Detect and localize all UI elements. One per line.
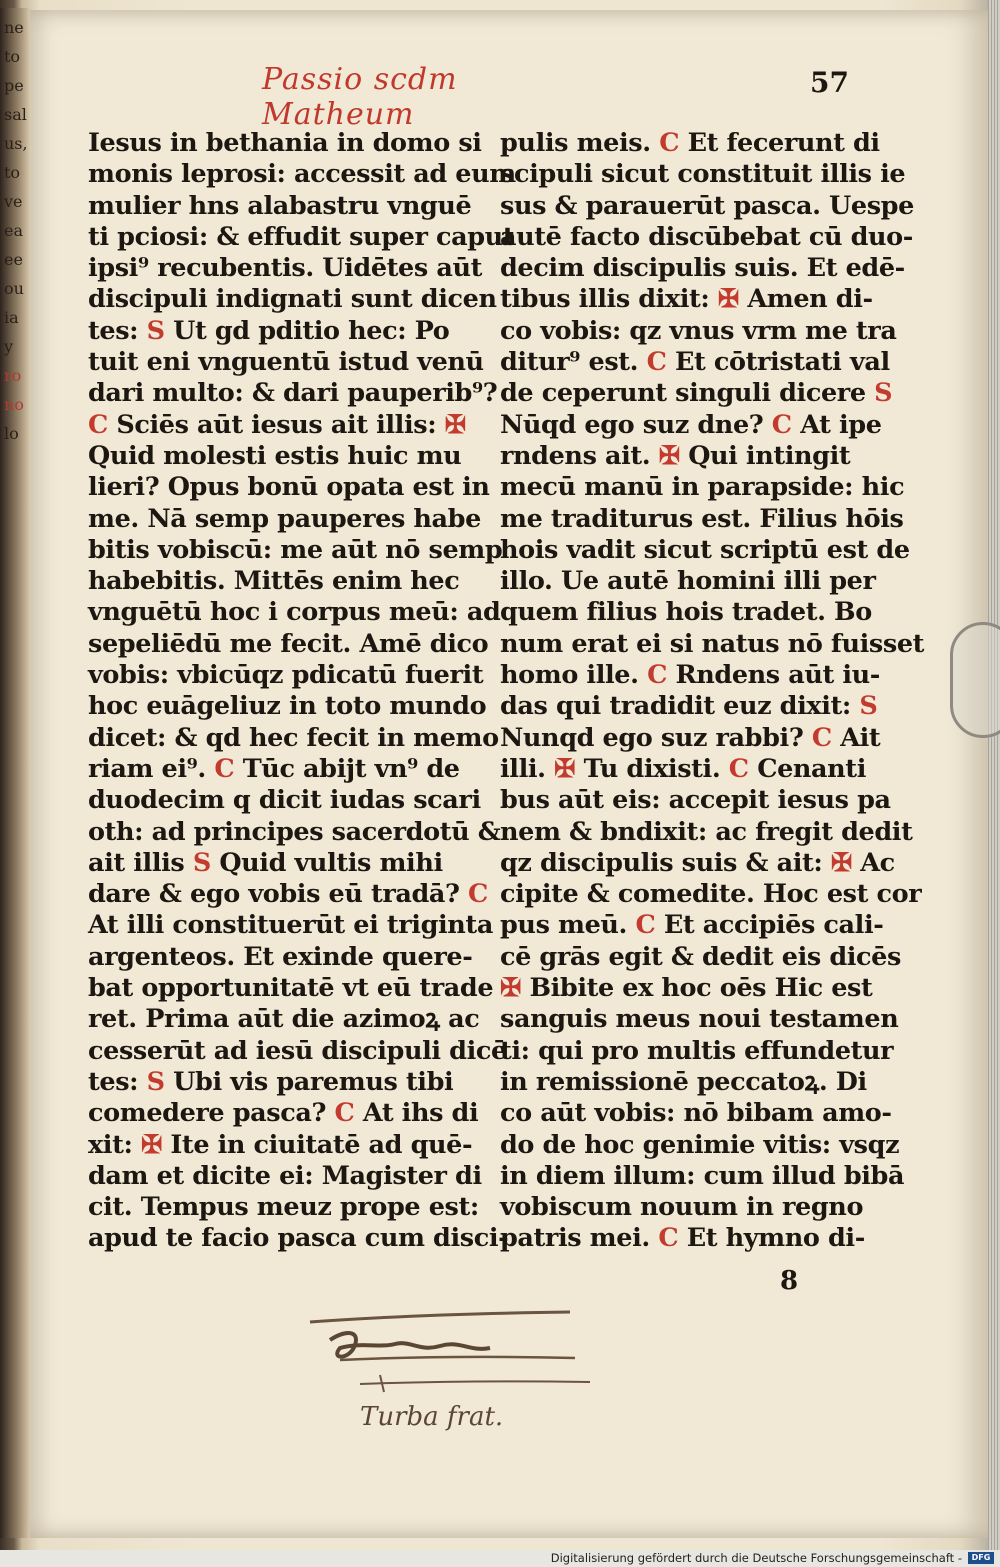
text-line <box>88 785 488 816</box>
line-text: tibus illis dixit: <box>500 284 710 315</box>
text-line <box>500 472 905 503</box>
text-line <box>500 534 910 566</box>
line-text: Bibite ex hoc oēs Hic est <box>529 973 873 1004</box>
line-text: Cenanti <box>757 753 866 784</box>
line-text: illi. <box>500 753 546 784</box>
line-text: hois vadit sicut scriptū est de <box>500 534 910 565</box>
line-text: Amen di- <box>747 284 873 315</box>
line-text: ti: qui pro multis effundetur <box>500 1035 894 1066</box>
line-text: das qui tradidit euz dixit: <box>500 691 851 722</box>
line-text: duodecim q dicit iudas scari <box>88 785 481 816</box>
text-line <box>88 441 488 472</box>
line-text: habebitis. Mittēs enim hec <box>88 566 460 597</box>
text-line <box>500 941 901 973</box>
text-line <box>88 660 488 691</box>
left-leaf-fragment: lo <box>4 424 19 443</box>
line-text: Nunqd ego suz rabbi? <box>500 722 804 753</box>
line-text: num erat ei si natus nō fuisset <box>500 628 925 659</box>
text-line <box>88 754 488 785</box>
text-line <box>88 534 503 566</box>
text-line <box>500 660 880 691</box>
line-text: sanguis meus noui testamen <box>500 1004 899 1035</box>
line-text: dari multo: & dari pauperib⁹? <box>88 378 498 409</box>
dfg-logo: DFG <box>968 1552 994 1564</box>
footer-credit: Digitalisierung gefördert durch die Deutsche Forschungsgemeinschaft - <box>550 1551 962 1565</box>
line-text: in diem illum: cum illud bibā <box>500 1160 905 1191</box>
line-text: hoc euāgeliuz in toto mundo <box>88 691 487 722</box>
rubric-mark: C <box>638 660 676 691</box>
line-text: Ac <box>860 847 895 878</box>
line-text: ipsi⁹ recubentis. Uidētes aūt <box>88 253 482 284</box>
line-text: scipuli sicut constituit illis ie <box>500 159 906 190</box>
signature-mark: 8 <box>780 1266 799 1296</box>
left-leaf-fragment: to <box>4 47 21 66</box>
text-line <box>88 1035 507 1067</box>
line-text: argenteos. Et exinde quere- <box>88 941 473 972</box>
rubric-mark: ✠ <box>709 284 748 315</box>
line-text: co vobis: qz vnus vrm me tra <box>500 315 897 346</box>
text-line <box>88 504 488 535</box>
line-text: cipite & comedite. Hoc est cor <box>500 879 922 910</box>
text-line <box>88 221 515 253</box>
line-text: me traditurus est. Filius hōis <box>500 503 904 534</box>
line-text: cit. Tempus meuz prope est: <box>88 1192 479 1223</box>
line-text: lieri? Opus bonū opata est in <box>88 472 490 503</box>
text-line <box>88 597 501 628</box>
text-line <box>500 691 880 722</box>
line-text: cē grās egit & dedit eis dicēs <box>500 941 901 972</box>
text-line <box>88 253 488 284</box>
line-text: mecū manū in parapside: hic <box>500 472 905 503</box>
line-text: ditur⁹ est. <box>500 347 639 378</box>
line-text: pus meū. <box>500 910 628 941</box>
line-text: sepeliēdū me fecit. Amē dico <box>88 628 489 659</box>
line-text: homo ille. <box>500 660 639 691</box>
line-text: Nūqd ego suz dne? <box>500 409 764 440</box>
text-line <box>88 191 488 222</box>
line-text: monis leprosi: accessit ad eum <box>88 159 516 190</box>
left-leaf-fragment: ea <box>4 221 24 240</box>
rubric-mark: S <box>138 1066 174 1097</box>
text-line <box>88 879 488 910</box>
text-line <box>500 754 880 785</box>
text-line <box>500 1129 900 1161</box>
text-line <box>88 1161 488 1192</box>
line-text: Tu dixisti. <box>583 753 721 784</box>
left-leaf-fragment: ia <box>4 308 19 327</box>
text-line <box>88 942 488 973</box>
text-line <box>88 1192 488 1223</box>
line-text: At ipe <box>800 409 882 440</box>
text-line <box>500 347 890 378</box>
left-leaf-fragment: ve <box>4 192 23 211</box>
rubric-mark: C <box>763 409 801 440</box>
text-line <box>88 691 488 722</box>
rubric-mark: ✠ <box>545 753 584 784</box>
line-text: do de hoc genimie vitis: vsqz <box>500 1129 900 1160</box>
line-text: dare & ego vobis eū tradā? <box>88 879 460 910</box>
left-leaf-fragment: y <box>4 337 14 356</box>
line-text: Et accipiēs cali- <box>663 910 884 941</box>
text-line <box>500 190 914 222</box>
rubric-mark: S <box>184 847 220 878</box>
text-line <box>88 128 488 159</box>
text-line <box>88 816 501 848</box>
line-text: Ite in ciuitatē ad quē- <box>170 1129 473 1160</box>
text-line <box>500 785 891 816</box>
text-column-left <box>88 128 516 1255</box>
rubric-mark: S <box>865 378 893 409</box>
text-line <box>88 347 488 378</box>
line-text: xit: <box>88 1129 133 1160</box>
line-text: Qui intingit <box>688 440 851 471</box>
text-line <box>88 973 494 1004</box>
line-text: decim discipulis suis. Et edē- <box>500 253 905 284</box>
line-text: Sciēs aūt iesus ait illis: <box>116 409 437 440</box>
text-line <box>88 1004 488 1035</box>
line-text: tuit eni vnguentū istud venū <box>88 347 484 378</box>
text-line <box>500 410 880 441</box>
line-text: bat opportunitatē vt eū trade <box>88 973 494 1004</box>
line-text: At illi constituerūt ei triginta <box>88 910 493 941</box>
text-line <box>500 879 922 910</box>
text-line <box>500 315 897 347</box>
text-line <box>500 910 884 941</box>
line-text: autē facto discūbebat cū duo- <box>500 221 913 252</box>
text-line <box>500 1160 905 1192</box>
line-text: bitis vobiscū: me aūt nō semp <box>88 534 503 565</box>
line-text: patris mei. <box>500 1223 650 1254</box>
text-line <box>88 472 488 503</box>
text-line <box>88 159 516 190</box>
left-leaf-fragment: ne <box>4 18 24 37</box>
left-leaf-fragment: pe <box>4 76 24 95</box>
line-text: Ait <box>840 722 881 753</box>
line-text: sus & parauerūt pasca. Uespe <box>500 190 914 221</box>
rubric-mark: C <box>720 753 758 784</box>
text-line <box>500 221 913 253</box>
text-line <box>500 284 880 315</box>
text-line <box>500 1223 880 1254</box>
line-text: ret. Prima aūt die azimoꝝ ac <box>88 1004 480 1035</box>
digitization-footer <box>0 1550 1000 1567</box>
line-text: Et cōtristati val <box>675 347 890 378</box>
line-text: Tūc abijt vn⁹ de <box>242 753 460 784</box>
running-head: Passio scdm Matheum <box>262 62 458 132</box>
text-line <box>500 628 925 660</box>
rubric-mark: C <box>649 1223 687 1254</box>
line-text: bus aūt eis: accepit iesus pa <box>500 785 891 816</box>
line-text: ti pciosi: & effudit super caput <box>88 221 515 252</box>
text-line <box>88 1130 488 1161</box>
line-text: Iesus in bethania in domo si <box>88 128 482 158</box>
rubric-mark: ✠ <box>132 1129 171 1160</box>
text-column-right <box>500 128 925 1255</box>
line-text: riam ei⁹. <box>88 753 206 784</box>
text-line <box>500 1098 892 1129</box>
line-text: Et hymno di- <box>686 1223 865 1254</box>
text-line <box>500 1035 894 1067</box>
text-line <box>500 253 905 284</box>
line-text: in remissionē peccatoꝝ. Di <box>500 1066 867 1097</box>
line-text: rndens ait. <box>500 440 651 471</box>
text-line <box>500 1004 899 1035</box>
text-line <box>500 847 895 879</box>
line-text: discipuli indignati sunt dicen <box>88 284 497 315</box>
line-text: illo. Ue autē homini illi per <box>500 566 876 597</box>
line-text: Ut gd pditio hec: Po <box>173 315 450 346</box>
rubric-mark: ✠ <box>500 973 530 1004</box>
line-text: mulier hns alabastru vnguē <box>88 190 472 221</box>
text-line <box>500 723 880 754</box>
left-leaf-fragment: us, <box>4 134 28 153</box>
text-line <box>500 1192 880 1223</box>
rubric-mark: C <box>459 879 488 910</box>
left-leaf-fragment: ee <box>4 250 23 269</box>
rubric-mark: C <box>650 128 688 158</box>
left-leaf-fragment: ro <box>4 366 22 385</box>
line-text: pulis meis. <box>500 128 651 158</box>
rubric-mark: ✠ <box>650 440 689 471</box>
left-leaf-fragment: to <box>4 163 21 182</box>
line-text: ait illis <box>88 847 185 878</box>
text-line <box>88 722 499 754</box>
text-line <box>88 410 488 441</box>
line-text: cesserūt ad iesū discipuli dicē <box>88 1035 507 1066</box>
line-text: Ubi vis paremus tibi <box>173 1066 454 1097</box>
line-text: apud te facio pasca cum disci- <box>88 1223 509 1254</box>
text-line <box>500 1067 880 1098</box>
left-leaf-fragment: sal <box>4 105 27 124</box>
left-page-edge <box>0 8 30 1538</box>
line-text: vnguētū hoc i corpus meū: ad <box>88 597 501 628</box>
line-text: Rndens aūt iu- <box>675 660 880 691</box>
line-text: nem & bndixit: ac fregit dedit <box>500 816 913 847</box>
line-text: dam et dicite ei: Magister di <box>88 1160 482 1191</box>
text-line <box>88 910 493 941</box>
text-line <box>88 284 497 315</box>
line-text: co aūt vobis: nō bibam amo- <box>500 1098 892 1129</box>
line-text: Quid molesti estis huic mu <box>88 440 462 471</box>
text-line <box>88 848 488 879</box>
line-text: Quid vultis mihi <box>219 847 443 878</box>
line-text: vobiscum nouum in regno <box>500 1192 864 1223</box>
line-text: dicet: & qd hec fecit in memo <box>88 722 499 753</box>
line-text: me. Nā semp pauperes habe <box>88 503 481 534</box>
text-line <box>500 973 880 1004</box>
line-text: oth: ad principes sacerdotū & <box>88 816 501 847</box>
line-text: qz discipulis suis & ait: <box>500 847 823 878</box>
text-line <box>88 629 488 660</box>
line-text: tes: <box>88 1066 139 1097</box>
rubric-mark: C <box>638 347 676 378</box>
folio-number: 57 <box>810 66 849 99</box>
rubric-mark: C <box>326 1098 363 1129</box>
rubric-mark: C <box>205 753 243 784</box>
text-line <box>500 159 906 190</box>
book-clasp <box>950 622 1000 738</box>
text-line <box>500 378 893 409</box>
rubric-mark: ✠ <box>822 847 861 878</box>
text-line <box>500 441 880 472</box>
left-leaf-fragment: no <box>4 395 24 414</box>
text-line <box>88 378 498 409</box>
line-text: comedere pasca? <box>88 1098 327 1129</box>
text-line <box>500 128 880 159</box>
text-line <box>88 1098 488 1129</box>
rubric-mark: C <box>627 910 664 941</box>
line-text: tes: <box>88 315 139 346</box>
rubric-mark: ✠ <box>436 409 466 440</box>
rubric-mark: S <box>138 315 174 346</box>
line-text: vobis: vbicūqz pdicatū fuerit <box>88 660 484 691</box>
rubric-mark: C <box>88 409 117 440</box>
text-line <box>88 316 488 347</box>
manuscript-note: Turba frat. <box>360 1402 504 1432</box>
text-line <box>500 503 904 535</box>
line-text: Et fecerunt di <box>687 128 880 158</box>
line-text: At ihs di <box>362 1098 479 1129</box>
text-line <box>88 1067 488 1098</box>
rubric-mark: S <box>850 691 878 722</box>
rubric-mark: C <box>803 722 841 753</box>
text-line <box>500 597 880 628</box>
left-leaf-fragment: ou <box>4 279 24 298</box>
page-fore-edge <box>988 0 1000 1567</box>
line-text: quem filius hois tradet. Bo <box>500 597 872 628</box>
text-line <box>88 1223 509 1254</box>
text-line <box>88 566 488 597</box>
text-line <box>500 566 880 597</box>
line-text: de ceperunt singuli dicere <box>500 378 866 409</box>
text-line <box>500 816 913 848</box>
